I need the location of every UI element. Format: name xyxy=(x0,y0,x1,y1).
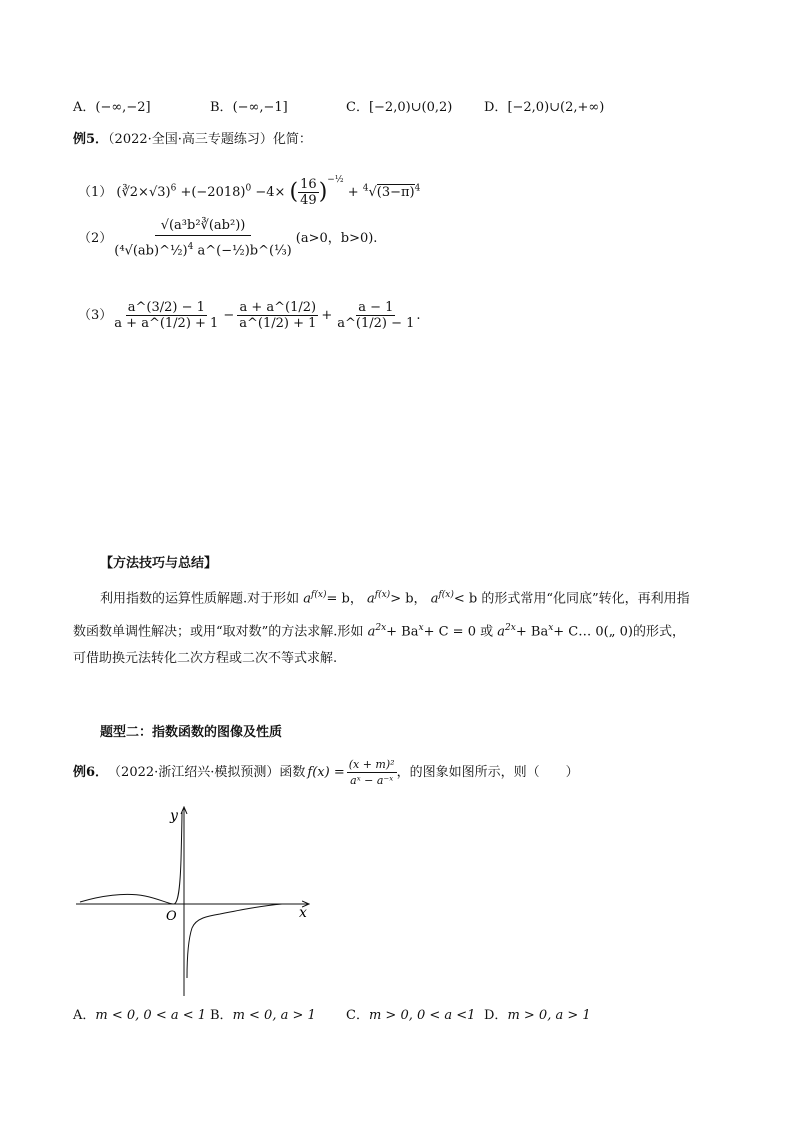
part-label: （2） xyxy=(78,231,113,247)
math-exp: 6 xyxy=(170,183,177,194)
paren-open: ( xyxy=(289,179,299,205)
den-part: a^(−½)b^(⅓) xyxy=(197,243,292,259)
math-exp: 0 xyxy=(245,183,252,194)
y-axis-label: y xyxy=(170,808,178,824)
math-var: a xyxy=(366,591,375,607)
math-op: − xyxy=(223,307,235,323)
example-source: （2022·浙江绍兴·模拟预测）函数 xyxy=(108,764,306,780)
math-var: a xyxy=(303,591,312,607)
example-tail: ，的图象如图所示，则（ ） xyxy=(396,764,579,780)
frac-num: 16 xyxy=(300,177,317,192)
math-exp: x xyxy=(548,623,554,633)
math-exp: x xyxy=(418,623,424,633)
ex6-option-b xyxy=(210,1008,316,1024)
q4-option-a xyxy=(73,100,151,116)
math-exp: 4 xyxy=(414,183,421,194)
option-label: C． xyxy=(346,100,369,115)
math-fraction xyxy=(112,300,220,331)
option-text: m > 0, 0 < a <1 xyxy=(368,1008,476,1023)
option-label: B． xyxy=(210,1008,233,1023)
paren-close: ) xyxy=(318,179,328,205)
option-text: [−2,0)∪(0,2) xyxy=(368,100,453,115)
frac-num: a + a^(1/2) xyxy=(239,300,317,315)
math-term: + Ba xyxy=(515,624,549,640)
q4-option-b xyxy=(210,100,288,116)
math-var: a xyxy=(497,624,506,640)
method-heading: 【方法技巧与总结】 xyxy=(100,556,218,571)
text-run: 的形式常用“化同底”转化，再利用指 xyxy=(481,591,690,607)
text-run: 或 xyxy=(480,624,494,640)
math-term: + C… 0(„ 0) xyxy=(553,624,633,640)
frac-den: 49 xyxy=(300,193,317,208)
math-var: a xyxy=(430,591,439,607)
text-run: 利用指数的运算性质解题.对于形如 xyxy=(100,591,300,607)
math-fraction xyxy=(335,300,416,331)
x-axis-label: x xyxy=(299,905,307,921)
math-term: < b xyxy=(453,591,478,607)
ex6-option-c xyxy=(346,1008,475,1024)
option-text: (−∞,−2] xyxy=(95,100,151,115)
section2-heading: 题型二：指数函数的图像及性质 xyxy=(100,725,283,740)
example-source: （2022·全国·高三专题练习）化简： xyxy=(108,132,312,147)
q4-option-c xyxy=(346,100,452,116)
frac-den: aˣ − a⁻ˣ xyxy=(350,774,394,787)
option-label: C． xyxy=(346,1008,369,1023)
frac-num: √(a³b²∛(ab²)) xyxy=(155,216,252,236)
math-var: a xyxy=(367,624,376,640)
frac-num: a − 1 xyxy=(358,300,394,315)
math-condition: (a>0，b>0). xyxy=(295,231,378,247)
method-line-2 xyxy=(73,620,685,640)
root-index: 4 xyxy=(362,183,369,194)
math-term: + C = 0 xyxy=(423,624,476,640)
example-label: 例6． xyxy=(73,764,109,780)
frac-num: a^(3/2) − 1 xyxy=(127,300,205,315)
option-text: m < 0, 0 < a < 1 xyxy=(95,1008,207,1023)
frac-num: (x + m)² xyxy=(348,758,395,771)
math-op: . xyxy=(416,307,421,323)
ex5-part2 xyxy=(78,216,377,262)
method-line-3: 可借助换元法转化二次方程或二次不等式求解. xyxy=(73,651,338,666)
math-fraction xyxy=(237,300,318,331)
frac-den: a + a^(1/2) + 1 xyxy=(114,316,219,331)
math-term: −4× xyxy=(255,185,286,200)
math-term: > b， xyxy=(390,591,427,607)
text-run: 数函数单调性解决；或用“取对数”的方法求解.形如 xyxy=(73,624,364,640)
option-label: D． xyxy=(484,100,508,115)
math-exp: f(x) xyxy=(438,590,454,600)
frac-den xyxy=(112,236,293,262)
root-body: (3−π) xyxy=(376,185,415,200)
math-term: = b， xyxy=(326,591,363,607)
curve-right-branch xyxy=(187,904,282,978)
math-fraction xyxy=(298,177,319,208)
option-text: (−∞,−1] xyxy=(232,100,288,115)
math-op: + xyxy=(321,307,333,323)
math-exp: f(x) xyxy=(311,590,327,600)
option-label: A． xyxy=(73,100,96,115)
function-graph xyxy=(70,800,320,1000)
math-term: + Ba xyxy=(386,624,419,640)
option-label: A． xyxy=(73,1008,96,1023)
part-label: （1） xyxy=(78,185,113,200)
option-label: D． xyxy=(484,1008,508,1023)
option-text: m > 0, a > 1 xyxy=(507,1008,591,1023)
ex5-part1 xyxy=(78,172,420,208)
frac-den: a^(1/2) − 1 xyxy=(337,316,415,331)
example-label: 例5． xyxy=(73,132,109,147)
math-op: + xyxy=(347,185,359,200)
math-exp: f(x) xyxy=(374,590,391,600)
ex5-header xyxy=(73,132,312,148)
math-exp: 4 xyxy=(187,242,194,252)
den-part: (⁴√(ab)^½) xyxy=(114,243,188,259)
origin-label: O xyxy=(166,909,177,924)
method-line-1 xyxy=(100,587,690,607)
option-text: [−2,0)∪(2,+∞) xyxy=(507,100,605,115)
math-term: +(−2018) xyxy=(180,185,246,200)
text-run: 的形式， xyxy=(632,624,685,640)
ex6-option-a xyxy=(73,1008,206,1024)
math-base: (∛2×√3) xyxy=(116,185,171,200)
ex6-option-d xyxy=(484,1008,591,1024)
ex5-part3 xyxy=(78,300,421,331)
root-sign: √ xyxy=(368,185,377,200)
option-text: m < 0, a > 1 xyxy=(232,1008,316,1023)
q4-option-d xyxy=(484,100,604,116)
ex6-header xyxy=(73,757,579,788)
math-exp: 2x xyxy=(505,623,516,633)
math-fraction xyxy=(112,216,293,262)
math-term: f(x) = xyxy=(307,764,345,780)
frac-den: a^(1/2) + 1 xyxy=(239,316,317,331)
part-label: （3） xyxy=(78,307,113,323)
option-label: B． xyxy=(210,100,233,115)
math-exp: −½ xyxy=(327,175,344,185)
math-fraction xyxy=(347,757,397,788)
curve-left-branch xyxy=(80,812,182,904)
math-exp: 2x xyxy=(375,623,387,633)
